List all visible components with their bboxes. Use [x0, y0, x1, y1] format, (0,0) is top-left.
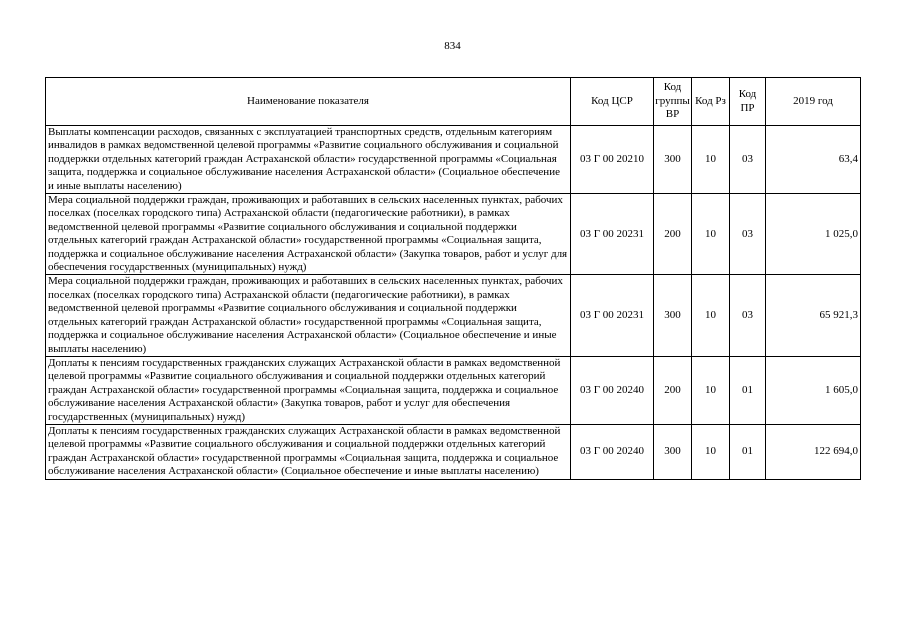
table-header-row — [46, 78, 861, 126]
row-rz: 10 — [692, 424, 730, 479]
header-pr: Код ПР — [730, 78, 766, 126]
row-pr: 03 — [730, 194, 766, 275]
row-rz: 10 — [692, 126, 730, 194]
row-name: Доплаты к пенсиям государственных гражданских служащих Астраханской области в рамках ведомственной целевой программы «Развитие социального обслуживания и социальной поддержки отдельных категорий граждан Астраханской области» государственной программы «Социальная защита, поддержка и социальное обслуживание населения Астраханской области» (Закупка товаров, работ и услуг для обеспечения государственных (муниципальных) нужд) — [46, 356, 571, 424]
row-rz: 10 — [692, 356, 730, 424]
row-vr: 200 — [654, 194, 692, 275]
row-csr: 03 Г 00 20240 — [571, 424, 654, 479]
row-amount: 65 921,3 — [766, 275, 861, 356]
budget-table — [45, 77, 861, 480]
row-pr: 03 — [730, 275, 766, 356]
row-rz: 10 — [692, 275, 730, 356]
row-name: Доплаты к пенсиям государственных гражданских служащих Астраханской области в рамках ведомственной целевой программы «Развитие социального обслуживания и социальной поддержки отдельных категорий граждан Астраханской области» государственной программы «Социальная защита, поддержка и социальное обслуживание населения Астраханской области» (Социальное обеспечение и иные выплаты населению) — [46, 424, 571, 479]
row-amount: 1 605,0 — [766, 356, 861, 424]
row-pr: 03 — [730, 126, 766, 194]
page-number: 834 — [444, 40, 461, 52]
row-csr: 03 Г 00 20240 — [571, 356, 654, 424]
row-rz: 10 — [692, 194, 730, 275]
row-vr: 300 — [654, 275, 692, 356]
header-vr: Код группы ВР — [654, 78, 692, 126]
row-vr: 300 — [654, 126, 692, 194]
row-name: Выплаты компенсации расходов, связанных с эксплуатацией транспортных средств, отдельным категориям инвалидов в рамках ведомственной целевой программы «Развитие социального обслуживания и социальной поддержки отдельных категорий граждан Астраханской области» государственной программы «Социальная защита, поддержка и социальное обслуживание населения Астраханской области» (Социальное обеспечение и иные выплаты населению) — [46, 126, 571, 194]
table-row — [46, 126, 861, 194]
row-csr: 03 Г 00 20231 — [571, 194, 654, 275]
row-csr: 03 Г 00 20231 — [571, 275, 654, 356]
header-rz: Код Рз — [692, 78, 730, 126]
row-amount: 1 025,0 — [766, 194, 861, 275]
row-pr: 01 — [730, 424, 766, 479]
table-row — [46, 424, 861, 479]
row-name: Мера социальной поддержки граждан, проживающих и работавших в сельских населенных пунктах, рабочих поселках (поселках городского типа) Астраханской области (педагогические работники), в рамках ведомственной целевой программы «Развитие социального обслуживания и социальной поддержки отдельных категорий граждан Астраханской области» государственной программы «Социальная защита, поддержка и социальное обслуживание населения Астраханской области» (Закупка товаров, работ и услуг для обеспечения государственных (муниципальных) нужд) — [46, 194, 571, 275]
row-amount: 63,4 — [766, 126, 861, 194]
header-name: Наименование показателя — [46, 78, 571, 126]
table-row — [46, 356, 861, 424]
header-csr: Код ЦСР — [571, 78, 654, 126]
table-row — [46, 194, 861, 275]
header-year: 2019 год — [766, 78, 861, 126]
row-csr: 03 Г 00 20210 — [571, 126, 654, 194]
row-vr: 200 — [654, 356, 692, 424]
row-name: Мера социальной поддержки граждан, проживающих и работавших в сельских населенных пунктах, рабочих поселках (поселках городского типа) Астраханской области (педагогические работники), в рамках ведомственной целевой программы «Развитие социального обслуживания и социальной поддержки отдельных категорий граждан Астраханской области» государственной программы «Социальная защита, поддержка и социальное обслуживание населения Астраханской области» (Социальное обеспечение и иные выплаты населению) — [46, 275, 571, 356]
table-row — [46, 275, 861, 356]
row-amount: 122 694,0 — [766, 424, 861, 479]
row-vr: 300 — [654, 424, 692, 479]
row-pr: 01 — [730, 356, 766, 424]
